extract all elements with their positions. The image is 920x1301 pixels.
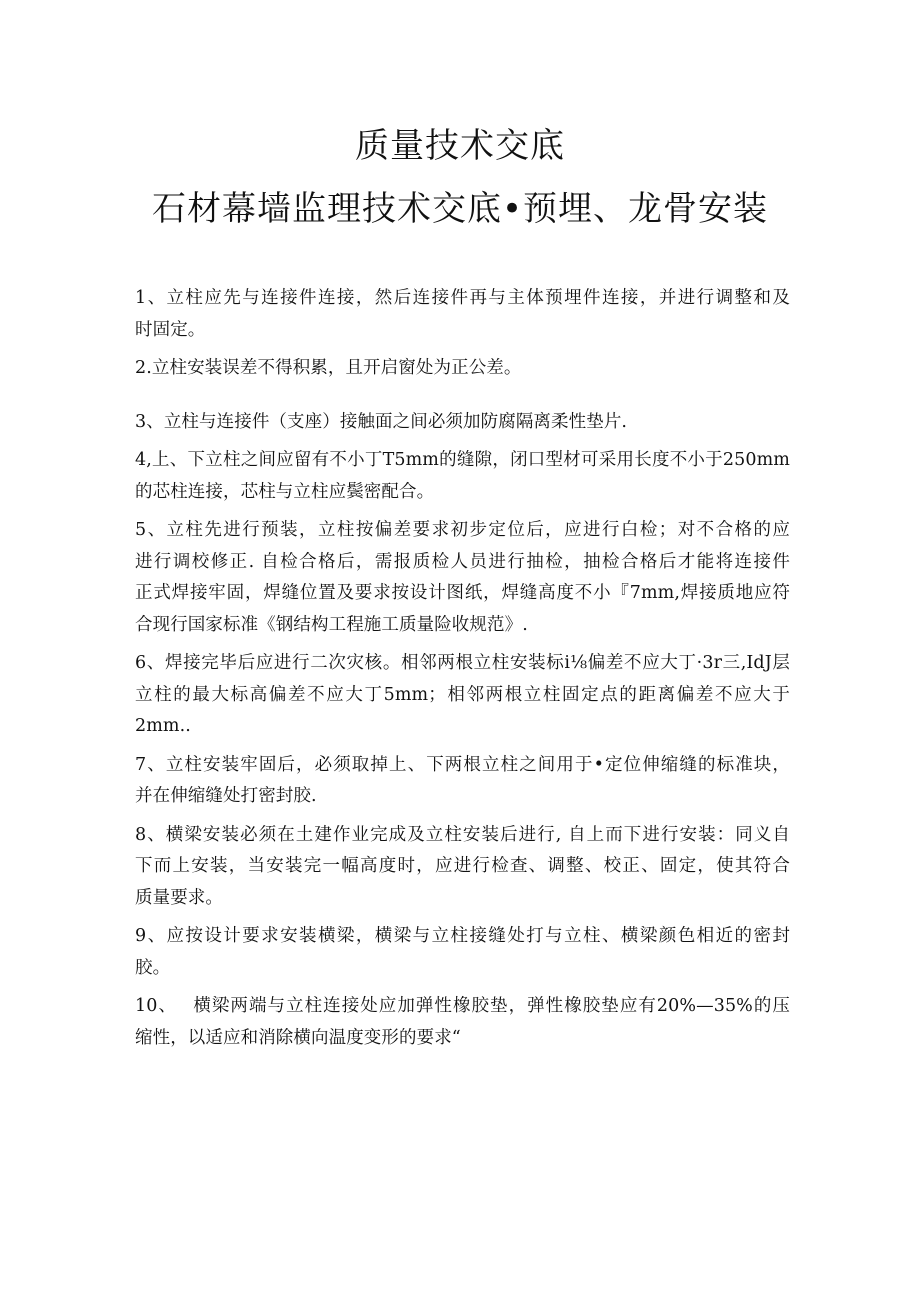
paragraph-line: 10、 横梁两端与立柱连接处应加弹性橡胶垫，弹性橡胶垫应有20%—35%的压: [135, 996, 790, 1016]
paragraph-6: [135, 648, 790, 743]
paragraph-4: [135, 445, 790, 508]
paragraph-line: 的芯柱连接，芯柱与立柱应鬓密配合。: [135, 481, 435, 502]
paragraph-line: 3、立柱与连接件（支座）接触面之间必须加防腐隔离柔性垫片.: [135, 411, 628, 432]
paragraph-line: 胶。: [135, 957, 171, 978]
paragraph-line: 并在伸缩缝处打密封胶.: [135, 786, 317, 806]
paragraph-line: 2.立柱安装误差不得积累，且开启窗处为正公差。: [135, 358, 522, 378]
paragraph-line: 进行调校修正. 自检合格后，需报质检人员进行抽检，抽检合格后才能将连接件: [135, 551, 790, 572]
paragraph-1: [135, 283, 790, 346]
paragraph-line: 9、应按设计要求安装横梁，横梁与立柱接缝处打与立柱、横梁颜色相近的密封: [135, 926, 790, 946]
paragraph-line: 质量要求。: [135, 887, 223, 908]
paragraph-2: [135, 353, 790, 385]
paragraph-5: [135, 515, 790, 641]
paragraph-line: 7、立柱安装牢固后，必须取掉上、下两根立柱之间用于•定位伸缩缝的标准块，: [135, 754, 790, 775]
document-subtitle: 石材幕墙监理技术交底•预埋、龙骨安装: [151, 189, 769, 229]
paragraph-line: 1、立柱应先与连接件连接，然后连接件再与主体预埋件连接，并进行调整和及: [135, 288, 790, 308]
paragraph-3: [135, 407, 790, 439]
paragraph-9: [135, 921, 790, 984]
document-body: [135, 283, 790, 1054]
paragraph-line: 6、焊接完毕后应进行二次灾核。相邻两根立柱安装标i⅛偏差不应大丁·3r三,IdJ层: [135, 653, 790, 673]
paragraph-line: 4,上、下立柱之间应留有不小丁T5mm的缝隙，闭口型材可采用长度不小于250mm: [135, 450, 790, 470]
paragraph-line: 5、立柱先进行预装，立柱按偏差要求初步定位后，应进行白检；对不合格的应: [135, 520, 790, 540]
paragraph-line: 下而上安装，当安装完一幅高度时，应进行检查、调整、校正、固定，使其符合: [135, 856, 790, 876]
paragraph-7: [135, 750, 790, 813]
paragraph-line: 正式焊接牢固，焊缝位置及要求按设计图纸，焊缝高度不小『7mm,焊接质地应符: [135, 583, 790, 603]
document-title: 质量技术交底: [355, 126, 565, 166]
paragraph-line: 8、横梁安装必须在土建作业完成及立柱安装后进行, 自上而下进行安装：同义自: [135, 824, 790, 845]
paragraph-line: 缩性，以适应和消除横向温度变形的要求“: [135, 1027, 461, 1048]
paragraph-line: 立柱的最大标高偏差不应大丁5mm；相邻两根立柱固定点的距离偏差不应大于: [135, 684, 790, 705]
paragraph-line: 合现行国家标准《钢结构工程施工质量险收规范》.: [135, 614, 528, 635]
paragraph-line: 时固定。: [135, 319, 206, 340]
paragraph-line: 2mm..: [135, 716, 191, 736]
paragraph-8: [135, 820, 790, 915]
paragraph-10: [135, 991, 790, 1054]
